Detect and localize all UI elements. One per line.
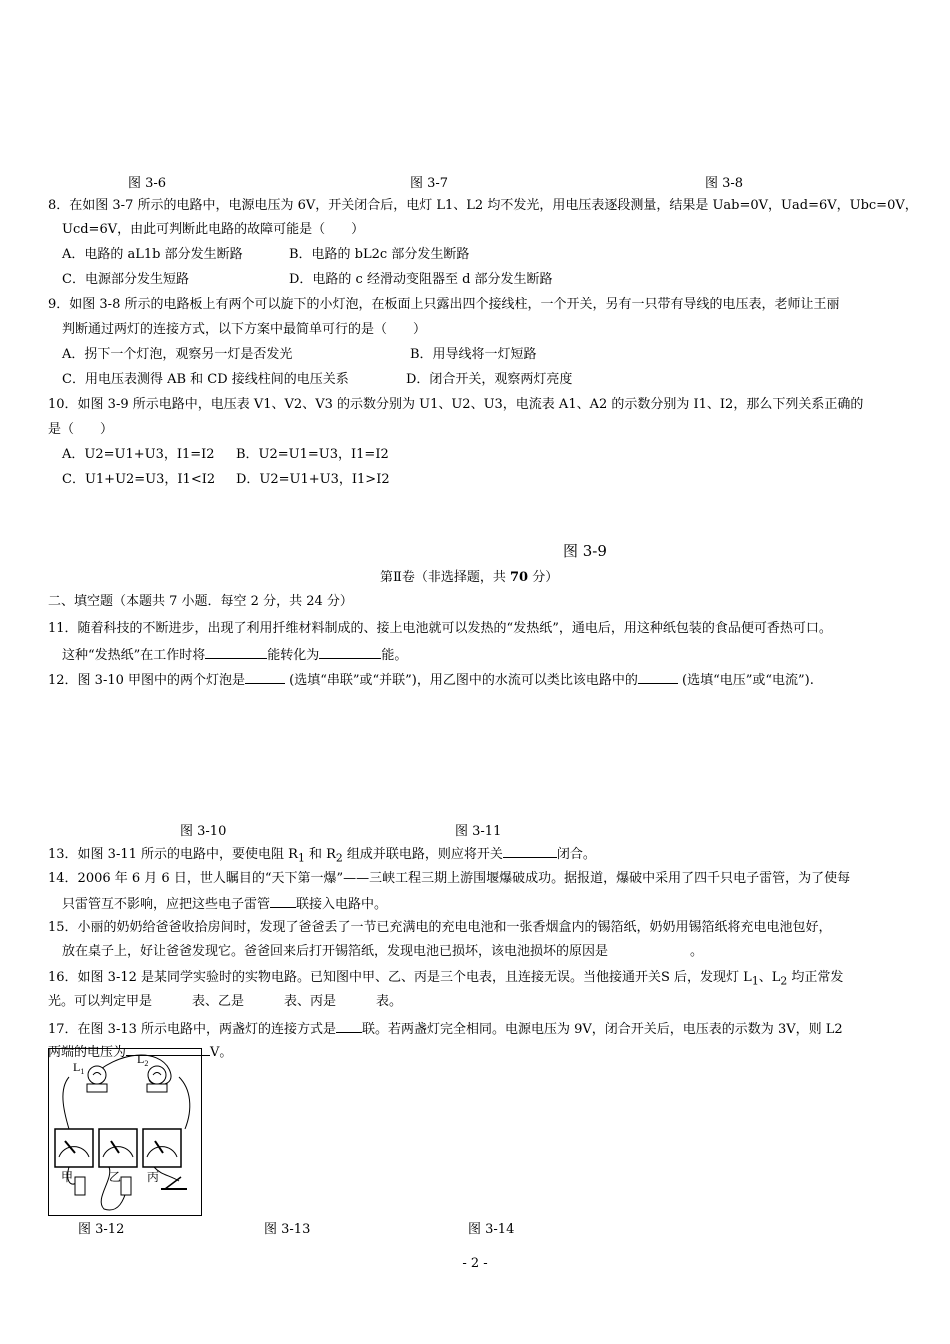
- caption-fig-3-14: 图 3-14: [468, 1222, 515, 1237]
- q8-option-c: C．电源部分发生短路: [62, 272, 189, 287]
- q16-sub-1: 1: [751, 974, 759, 988]
- caption-fig-3-10: 图 3-10: [180, 824, 227, 839]
- q15-text-b: 。: [690, 944, 704, 959]
- part-2-pre: 第Ⅱ卷（非选择题，共: [380, 570, 510, 585]
- q17-text-d: V。: [210, 1045, 233, 1060]
- page-number: - 2 -: [462, 1256, 488, 1271]
- q16-sub-2: 2: [780, 974, 788, 988]
- q17-text-a: 17．在图 3-13 所示电路中，两盏灯的连接方式是: [48, 1022, 337, 1037]
- q10-option-d: D．U2=U1+U3，I1>I2: [236, 472, 390, 487]
- battery-2-icon: [121, 1177, 131, 1195]
- q16-text-d: 光。可以判定甲是: [48, 994, 153, 1009]
- q14-line1: 14．2006 年 6 月 6 日，世人瞩目的“天下第一爆”——三峡工程三期上游围堰爆破成功。据报道，爆破中采用了四千只电子雷管，为了使每: [48, 871, 851, 886]
- caption-fig-3-8: 图 3-8: [705, 176, 744, 191]
- battery-1-icon: [75, 1177, 85, 1195]
- q16-text-g: 表。: [376, 994, 403, 1009]
- question-13: [48, 845, 596, 867]
- caption-fig-3-13: 图 3-13: [264, 1222, 311, 1237]
- q13-text-b: 和 R: [304, 847, 336, 862]
- q11-text-a: 这种“发热纸”在工作时将: [62, 648, 206, 663]
- label-yi: 乙: [109, 1170, 122, 1184]
- q14-line2: [62, 895, 387, 913]
- caption-fig-3-11: 图 3-11: [455, 824, 502, 839]
- q12-blank-1[interactable]: [245, 671, 285, 684]
- q16-text-e: 表、乙是: [192, 994, 245, 1009]
- q16-text-f: 表、丙是: [284, 994, 337, 1009]
- q10-option-b: B．U2=U1=U3，I1=I2: [236, 447, 389, 462]
- q9-option-c: C．用电压表测得 AB 和 CD 接线柱间的电压关系: [62, 372, 349, 387]
- q13-sub-1: 1: [297, 851, 305, 865]
- label-bing: 丙: [147, 1170, 160, 1184]
- q8-line1: 8．在如图 3-7 所示的电路中，电源电压为 6V，开关闭合后，电灯 L1、L2 均不发光，用电压表逐段测量，结果是 Uab=0V，Uad=6V，Ubc=0V，: [48, 198, 918, 213]
- caption-fig-3-6: 图 3-6: [128, 176, 167, 191]
- q10-option-a: A．U2=U1+U3，I1=I2: [62, 447, 215, 462]
- q15-line2: [62, 944, 703, 960]
- q17-line1: [48, 1020, 843, 1038]
- q13-text-c: 组成并联电路，则应将开关: [342, 847, 503, 862]
- section-2-heading: 二、填空题（本题共 7 小题．每空 2 分，共 24 分）: [48, 594, 353, 609]
- meter-jia-icon: [55, 1129, 93, 1167]
- q16-text-a: 16．如图 3-12 是某同学实验时的实物电路。已知图中甲、乙、丙是三个电表，且连接无误。当他接通开关S 后，发现灯 L: [48, 970, 752, 985]
- q9-line2: 判断通过两灯的连接方式，以下方案中最简单可行的是（ ）: [62, 322, 427, 337]
- q13-blank[interactable]: [503, 845, 557, 858]
- q11-text-c: 能。: [381, 648, 408, 663]
- q17-blank-1[interactable]: [336, 1020, 362, 1033]
- q9-line1: 9．如图 3-8 所示的电路板上有两个可以旋下的小灯泡，在板面上只露出四个接线柱，一个开关，另有一只带有导线的电压表，老师让王丽: [48, 297, 840, 312]
- question-12: [48, 671, 814, 689]
- q11-line2: [62, 646, 407, 664]
- q13-text-a: 13．如图 3-11 所示的电路中，要使电阻 R: [48, 847, 298, 862]
- q11-text-b: 能转化为: [267, 648, 320, 663]
- q12-text-c: (选填“电压”或“电流”).: [677, 673, 814, 688]
- figure-3-12-drawing: [49, 1049, 201, 1215]
- caption-fig-3-7: 图 3-7: [410, 176, 449, 191]
- q8-option-d: D．电路的 c 经滑动变阻器至 d 部分发生断路: [289, 272, 553, 287]
- q14-text-a: 只雷管互不影响，应把这些电子雷管: [62, 897, 271, 912]
- q12-blank-2[interactable]: [638, 671, 678, 684]
- q12-text-b: (选填“串联”或“并联”)，用乙图中的水流可以类比该电路中的: [285, 673, 638, 688]
- q14-text-b: 联接入电路中。: [296, 897, 388, 912]
- q9-option-d: D．闭合开关，观察两灯亮度: [406, 372, 573, 387]
- wire-right: [179, 1077, 190, 1129]
- q14-blank[interactable]: [270, 895, 296, 908]
- meter-yi-icon: [99, 1129, 137, 1167]
- caption-fig-3-9: 图 3-9: [563, 542, 607, 560]
- q16-text-b: 、L: [758, 970, 781, 985]
- q10-option-c: C．U1+U2=U3，I1<I2: [62, 472, 216, 487]
- q11-blank-2[interactable]: [319, 646, 381, 659]
- part-2-heading: [380, 570, 558, 586]
- q13-sub-2: 2: [335, 851, 343, 865]
- q16-line1: [48, 970, 843, 990]
- q13-text-d: 闭合。: [556, 847, 596, 862]
- label-jia: 甲: [61, 1170, 74, 1184]
- part-2-score: 70: [509, 570, 529, 585]
- q11-blank-1[interactable]: [205, 646, 267, 659]
- q10-line1: 10．如图 3-9 所示电路中，电压表 V1、V2、V3 的示数分别为 U1、U2、U3，电流表 A1、A2 的示数分别为 I1、I2，那么下列关系正确的: [48, 397, 864, 412]
- bulb-l1-icon: [87, 1066, 107, 1092]
- caption-fig-3-12: 图 3-12: [78, 1222, 125, 1237]
- label-l2: $L_2$: [137, 1052, 149, 1068]
- q17-text-b: 联。若两盏灯完全相同。电源电压为 9V，闭合开关后，电压表的示数为 3V，则 L2: [362, 1022, 843, 1037]
- figure-3-12: [48, 1048, 202, 1216]
- q8-option-b: B．电路的 bL2c 部分发生断路: [289, 247, 470, 262]
- q16-text-c: 均正常发: [787, 970, 844, 985]
- q15-text-a: 放在桌子上，好让爸爸发现它。爸爸回来后打开锡箔纸，发现电池已损坏，该电池损坏的原因是: [62, 944, 609, 959]
- q9-option-b: B．用导线将一灯短路: [410, 347, 537, 362]
- part-2-post: 分）: [528, 570, 559, 585]
- wire-left: [63, 1077, 69, 1129]
- q10-line2: 是（ ）: [48, 422, 114, 437]
- q16-line2: [48, 994, 402, 1010]
- q9-option-a: A．拐下一个灯泡，观察另一灯是否发光: [62, 347, 293, 362]
- q8-line2: Ucd=6V，由此可判断此电路的故障可能是（ ）: [62, 222, 365, 237]
- meter-bing-icon: [143, 1129, 181, 1167]
- q15-line1: 15．小丽的奶奶给爸爸收拾房间时，发现了爸爸丢了一节已充满电的充电电池和一张香烟盒内的锡箔纸，奶奶用锡箔纸将充电电池包好，: [48, 920, 832, 935]
- label-l1: $L_1$: [73, 1060, 85, 1076]
- bulb-l2-icon: [147, 1066, 167, 1092]
- q12-text-a: 12．图 3-10 甲图中的两个灯泡是: [48, 673, 246, 688]
- q11-line1: 11．随着科技的不断进步，出现了利用扦维材料制成的、接上电池就可以发热的“发热纸”，通电后，用这种纸包装的食品便可香热可口。: [48, 621, 832, 636]
- q17-text-c: 两端的电压为: [48, 1045, 127, 1060]
- q8-option-a: A．电路的 aL1b 部分发生断路: [62, 247, 243, 262]
